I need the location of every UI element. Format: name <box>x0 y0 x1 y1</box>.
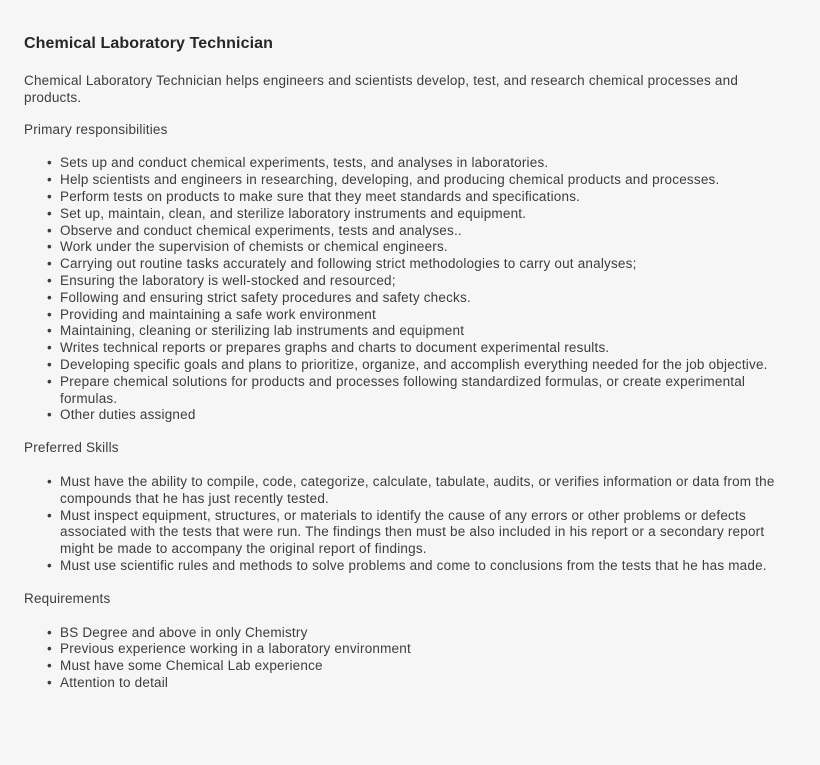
list-item: • Attention to detail <box>60 675 790 692</box>
preferred-skills-list <box>24 474 790 575</box>
primary-responsibilities-list <box>24 155 790 424</box>
list-item: • Other duties assigned <box>60 407 790 424</box>
list-item: • Must have some Chemical Lab experience <box>60 658 790 675</box>
intro-paragraph: Chemical Laboratory Technician helps engineers and scientists develop, test, and research chemical processes and products. <box>24 73 739 105</box>
list-item: • Carrying out routine tasks accurately and following strict methodologies to carry out analyses; <box>60 256 790 273</box>
section-heading-primary-responsibilities: Primary responsibilities <box>24 121 168 137</box>
document-content <box>24 34 790 692</box>
list-item: • Must use scientific rules and methods to solve problems and come to conclusions from the tests that he has made. <box>60 558 790 575</box>
list-item: • Must have the ability to compile, code, categorize, calculate, tabulate, audits, or verifies information or data from the compounds that he has just recently tested. <box>60 474 790 508</box>
list-item: • Previous experience working in a laboratory environment <box>60 641 790 658</box>
section-primary-responsibilities <box>24 122 790 425</box>
list-item: • Help scientists and engineers in researching, developing, and producing chemical products and processes. <box>60 172 790 189</box>
list-item: • Prepare chemical solutions for products and processes following standardized formulas, or create experimental formulas. <box>60 374 790 408</box>
list-item: • Work under the supervision of chemists or chemical engineers. <box>60 239 790 256</box>
requirements-list <box>24 625 790 692</box>
list-item: • Maintaining, cleaning or sterilizing lab instruments and equipment <box>60 323 790 340</box>
list-item: • BS Degree and above in only Chemistry <box>60 625 790 642</box>
list-item: • Perform tests on products to make sure that they meet standards and specifications. <box>60 189 790 206</box>
page-title: Chemical Laboratory Technician <box>24 35 273 52</box>
list-item: • Following and ensuring strict safety procedures and safety checks. <box>60 290 790 307</box>
list-item: • Developing specific goals and plans to prioritize, organize, and accomplish everything needed for the job objective. <box>60 357 790 374</box>
section-preferred-skills <box>24 440 790 575</box>
list-item: • Writes technical reports or prepares graphs and charts to document experimental results. <box>60 340 790 357</box>
list-item: • Set up, maintain, clean, and sterilize laboratory instruments and equipment. <box>60 206 790 223</box>
list-item: • Must inspect equipment, structures, or materials to identify the cause of any errors or other problems or defects associated with the tests that were run. The findings then must be also included in his report or a secondary report might be made to accompany the original report of findings. <box>60 508 790 558</box>
section-requirements <box>24 591 790 692</box>
list-item: • Ensuring the laboratory is well-stocked and resourced; <box>60 273 790 290</box>
section-heading-preferred-skills: Preferred Skills <box>24 440 119 456</box>
list-item: • Sets up and conduct chemical experiments, tests, and analyses in laboratories. <box>60 155 790 172</box>
section-heading-requirements: Requirements <box>24 590 111 606</box>
list-item: • Observe and conduct chemical experiments, tests and analyses.. <box>60 223 790 240</box>
list-item: • Providing and maintaining a safe work environment <box>60 307 790 324</box>
